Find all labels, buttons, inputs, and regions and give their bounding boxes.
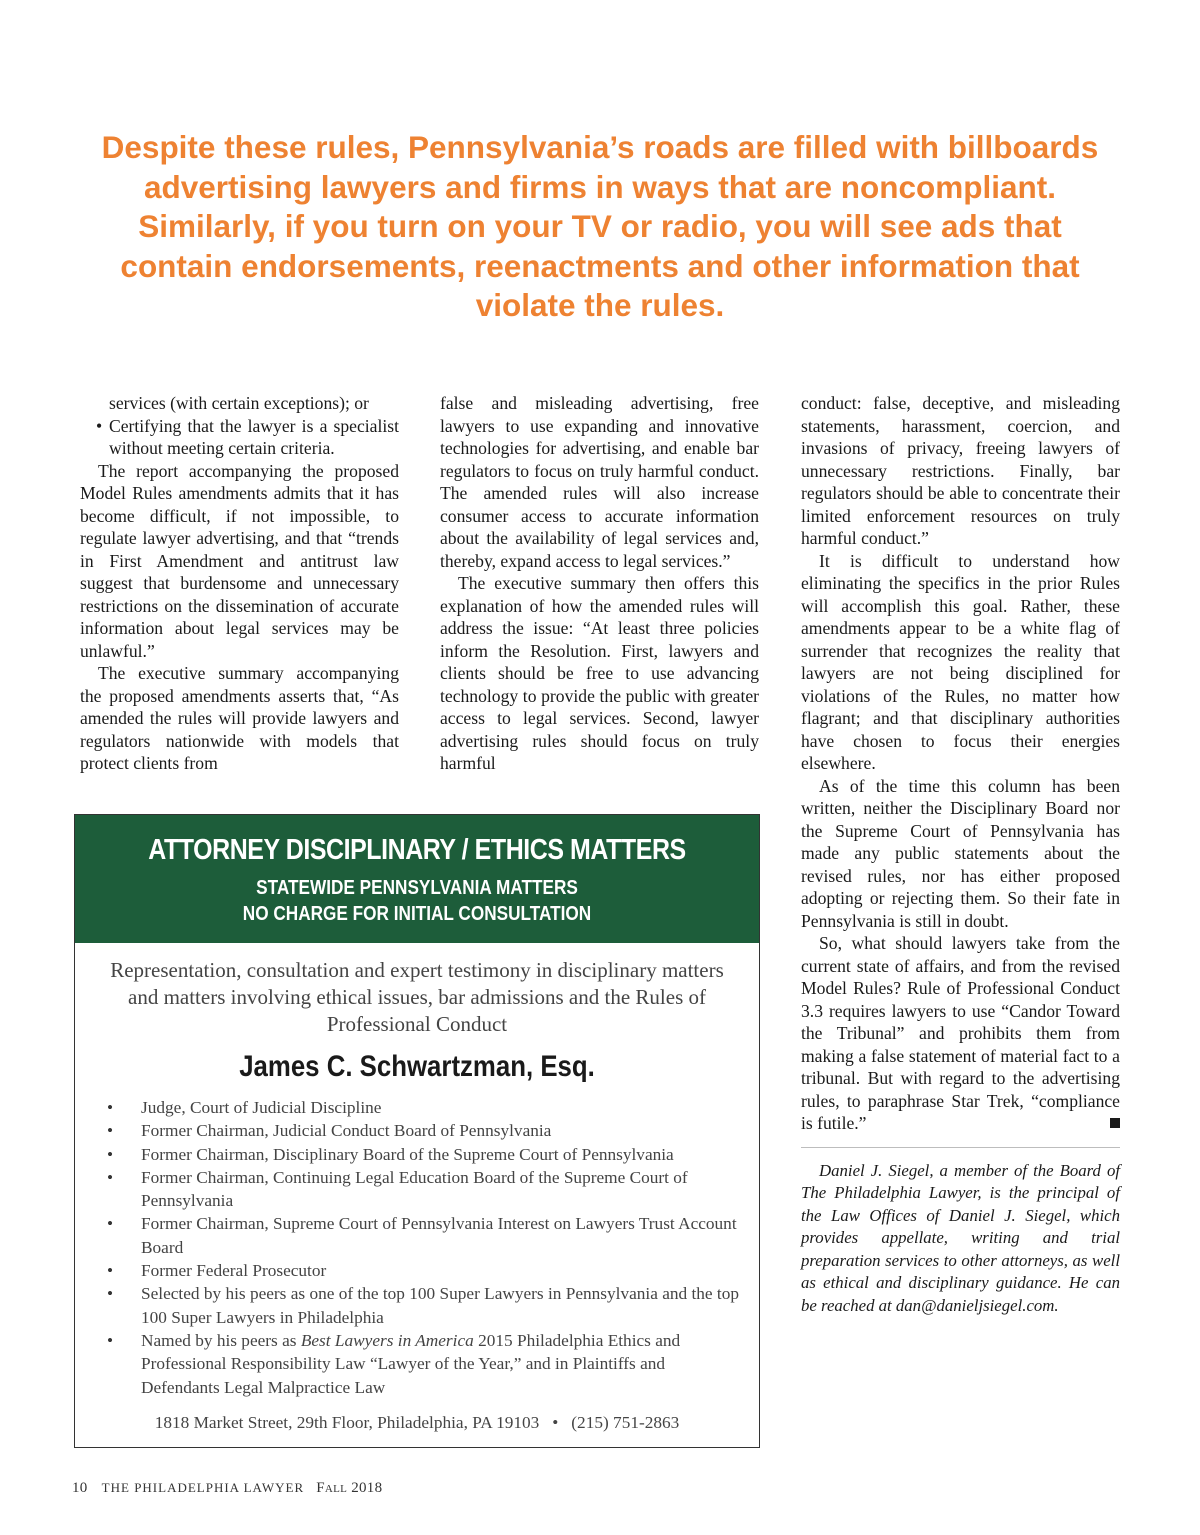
page-footer: [72, 1480, 382, 1497]
ad-address: 1818 Market Street, 29th Floor, Philadelphia, PA 19103: [154, 1412, 540, 1432]
credential-item: • Former Federal Prosecutor: [75, 1259, 759, 1282]
issue-date: Fall 2018: [316, 1480, 383, 1496]
article-column-3: [801, 392, 1120, 1317]
divider: [801, 1147, 1120, 1148]
ad-subtitle: STATEWIDE PENNSYLVANIA MATTERS: [256, 877, 578, 899]
author-bio: Daniel J. Siegel, a member of the Board of The Philadelphia Lawyer, is the principal of the Law Offices of Daniel J. Siegel, which provides appellate, writing and trial preparation services to other attorneys, as well as ethical and disciplinary guidance. He can be reached at dan@danieljsiegel.com.: [801, 1160, 1120, 1315]
paragraph: conduct: false, deceptive, and misleading statements, harassment, coercion, and invasions of privacy, freeing lawyers of unnecessary restrictions. Finally, bar regulators should be able to concentrate their limited enforcement resources on truly harmful conduct.”: [801, 393, 1120, 548]
ad-header: [75, 815, 759, 943]
credential-item: • Former Chairman, Supreme Court of Pennsylvania Interest on Lawyers Trust Account Board: [75, 1212, 759, 1259]
ad-phone: (215) 751-2863: [571, 1412, 680, 1432]
list-item: • Certifying that the lawyer is a specialist without meeting certain criteria.: [80, 415, 399, 460]
attorney-advertisement: [74, 814, 760, 1448]
paragraph: false and misleading advertising, free lawyers to use expanding and innovative technologies for advertising, and enable bar regulators to focus on truly harmful conduct. The amended rules will also increase consumer access to accurate information about the availability of legal services and, thereby, expand access to legal services.”: [440, 393, 759, 571]
list-item: services (with certain exceptions); or: [109, 393, 369, 413]
article-column-2: [440, 392, 759, 775]
credential-item: • Judge, Court of Judicial Discipline: [75, 1096, 759, 1119]
paragraph: The executive summary then offers this explanation of how the amended rules will address the issue: “At least three policies inform the Resolution. First, lawyers and clients should be free to use advancing technology to provide the public with greater access to legal services. Second, lawyer advertising rules should focus on truly harmful: [440, 573, 759, 773]
paragraph: It is difficult to understand how eliminating the specifics in the prior Rules will accomplish this goal. Rather, these amendments appear to be a white flag of surrender that recognizes the reality that lawyers are not being disciplined for violations of the Rules, no matter how flagrant; and that disciplinary authorities have chosen to focus their energies elsewhere.: [801, 550, 1120, 773]
credential-item: • Selected by his peers as one of the top 100 Super Lawyers in Pennsylvania and the top 100 Super Lawyers in Philadelphia: [75, 1282, 759, 1329]
paragraph-text: So, what should lawyers take from the current state of affairs, and from the revised Model Rules? Rule of Professional Conduct 3.3 requires lawyers to use “Candor Toward the Tribunal” and prohibits them from making a false statement of material fact to a tribunal. But with regard to the advertising rules, to paraphrase Star Trek, “compliance is futile.”: [801, 933, 1120, 1133]
page-number: 10: [72, 1480, 88, 1496]
ad-subtitle: NO CHARGE FOR INITIAL CONSULTATION: [242, 903, 592, 925]
paragraph: The executive summary accompanying the proposed amendments asserts that, “As amended the rules will provide lawyers and regulators nationwide with models that protect clients from: [80, 663, 399, 773]
pull-quote-line: Despite these rules, Pennsylvania’s roads are filled with billboards: [101, 129, 1099, 165]
end-mark-icon: [1110, 1118, 1120, 1128]
pull-quote-line: advertising lawyers and firms in ways that are noncompliant.: [143, 168, 1056, 205]
credential-text: 2015 Philadelphia Ethics and Professional Responsibility Law “Lawyer of the Year,” and in Plaintiffs and Defendants Legal Malpractice Law: [141, 1330, 681, 1397]
pull-quote-line: violate the rules.: [475, 287, 725, 323]
magazine-name: THE PHILADELPHIA LAWYER: [101, 1480, 305, 1495]
credential-publication: Best Lawyers in America: [300, 1330, 474, 1350]
credential-item: [75, 1329, 759, 1399]
criteria-list: [80, 392, 399, 460]
paragraph: The report accompanying the proposed Model Rules amendments admits that it has become difficult, if not impossible, to regulate lawyer advertising, and that “trends in First Amendment and antitrust law suggest that burdensome and unnecessary restrictions on the dissemination of accurate information about legal services may be unlawful.”: [80, 460, 399, 661]
credentials-list: [75, 1096, 759, 1399]
credential-item: • Former Chairman, Continuing Legal Education Board of the Supreme Court of Pennsylvania: [75, 1166, 759, 1213]
credential-text: Named by his peers as: [141, 1330, 301, 1350]
ad-contact: [75, 1413, 759, 1433]
paragraph: As of the time this column has been written, neither the Disciplinary Board nor the Supreme Court of Pennsylvania has made any public statements about the revised rules, nor has either proposed adopting or rejecting them. So their fate in Pennsylvania is still in doubt.: [801, 775, 1120, 931]
ad-description: Representation, consultation and expert testimony in disciplinary matters and matters involving ethical issues, bar admissions and the Rules of Professional Conduct: [110, 958, 724, 1036]
pull-quote: [80, 128, 1120, 326]
pull-quote-line: contain endorsements, reenactments and other information that: [120, 247, 1080, 284]
attorney-name: James C. Schwartzman, Esq.: [239, 1050, 595, 1083]
bullet-separator-icon: •: [543, 1412, 567, 1432]
credential-item: • Former Chairman, Disciplinary Board of the Supreme Court of Pennsylvania: [75, 1143, 759, 1166]
ad-title: ATTORNEY DISCIPLINARY / ETHICS MATTERS: [148, 834, 686, 866]
credential-item: • Former Chairman, Judicial Conduct Board of Pennsylvania: [75, 1119, 759, 1142]
paragraph-final: [801, 932, 1120, 1135]
pull-quote-line: Similarly, if you turn on your TV or radio, you will see ads that: [138, 208, 1062, 244]
article-column-1: [80, 392, 399, 775]
